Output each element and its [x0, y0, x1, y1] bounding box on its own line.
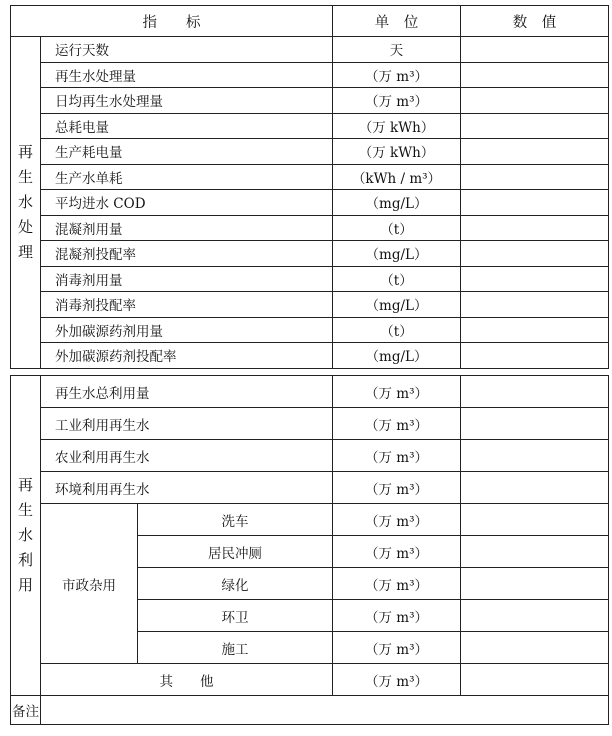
table-row: [11, 408, 609, 440]
value-cell[interactable]: [461, 440, 609, 472]
header-row: [11, 6, 609, 37]
unit-cell: （mg/L）: [333, 292, 461, 318]
unit-cell: （万 m³）: [333, 536, 461, 568]
header-indicator: 指 标: [11, 6, 333, 37]
value-cell[interactable]: [461, 37, 609, 63]
table-row: [11, 88, 609, 114]
section-label-treatment: 再 生 水 处 理: [11, 37, 41, 369]
unit-cell: （万 m³）: [333, 504, 461, 536]
value-cell[interactable]: [461, 113, 609, 139]
value-cell[interactable]: [461, 600, 609, 632]
unit-cell: （万 m³）: [333, 88, 461, 114]
municipal-label: 市政杂用: [41, 504, 138, 664]
table-row: [11, 376, 609, 408]
indicator-cell: 总耗电量: [41, 113, 333, 139]
value-cell[interactable]: [461, 472, 609, 504]
indicator-cell: 生产水单耗: [41, 164, 333, 190]
value-cell[interactable]: [461, 266, 609, 292]
indicator-cell: 环境利用再生水: [41, 472, 333, 504]
table-row: [11, 472, 609, 504]
indicator-cell: 日均再生水处理量: [41, 88, 333, 114]
remark-row: [11, 696, 609, 725]
table-row: [11, 62, 609, 88]
value-cell[interactable]: [461, 317, 609, 343]
unit-cell: 天: [333, 37, 461, 63]
table-row: [11, 190, 609, 216]
indicator-cell: 居民冲厕: [138, 536, 333, 568]
unit-cell: （t）: [333, 266, 461, 292]
table-row: [11, 292, 609, 318]
indicator-cell: 生产耗电量: [41, 139, 333, 165]
treatment-table: [10, 5, 609, 369]
unit-cell: （mg/L）: [333, 343, 461, 369]
header-unit: 单 位: [333, 6, 461, 37]
value-cell[interactable]: [461, 88, 609, 114]
indicator-cell: 外加碳源药剂用量: [41, 317, 333, 343]
table-row: [11, 139, 609, 165]
utilization-table: [10, 375, 609, 725]
unit-cell: （mg/L）: [333, 190, 461, 216]
unit-cell: （万 m³）: [333, 62, 461, 88]
indicator-cell: 外加碳源药剂投配率: [41, 343, 333, 369]
unit-cell: （万 m³）: [333, 600, 461, 632]
indicator-cell: 环卫: [138, 600, 333, 632]
indicator-cell: 施工: [138, 632, 333, 664]
indicator-cell: 混凝剂投配率: [41, 241, 333, 267]
unit-cell: （万 m³）: [333, 664, 461, 696]
table-row: [11, 317, 609, 343]
indicator-cell: 运行天数: [41, 37, 333, 63]
unit-cell: （t）: [333, 215, 461, 241]
table-row: [11, 343, 609, 369]
unit-cell: （kWh / m³）: [333, 164, 461, 190]
indicator-cell: 再生水总利用量: [41, 376, 333, 408]
table-row: [11, 504, 609, 536]
indicator-cell: 工业利用再生水: [41, 408, 333, 440]
section-label-utilization: 再 生 水 利 用: [11, 376, 41, 696]
value-cell[interactable]: [461, 664, 609, 696]
table-row: [11, 266, 609, 292]
indicator-cell: 洗车: [138, 504, 333, 536]
unit-cell: （万 m³）: [333, 408, 461, 440]
unit-cell: （万 m³）: [333, 472, 461, 504]
indicator-cell: 消毒剂用量: [41, 266, 333, 292]
unit-cell: （万 m³）: [333, 632, 461, 664]
header-value: 数 值: [461, 6, 609, 37]
unit-cell: （万 m³）: [333, 440, 461, 472]
table-row: [11, 37, 609, 63]
remark-field[interactable]: [41, 696, 609, 725]
value-cell[interactable]: [461, 376, 609, 408]
table-row: [11, 664, 609, 696]
table-row: [11, 164, 609, 190]
value-cell[interactable]: [461, 343, 609, 369]
value-cell[interactable]: [461, 164, 609, 190]
indicator-cell: 平均进水 COD: [41, 190, 333, 216]
table-row: [11, 440, 609, 472]
value-cell[interactable]: [461, 241, 609, 267]
unit-cell: （万 kWh）: [333, 139, 461, 165]
value-cell[interactable]: [461, 215, 609, 241]
table-row: [11, 215, 609, 241]
value-cell[interactable]: [461, 568, 609, 600]
indicator-cell: 绿化: [138, 568, 333, 600]
value-cell[interactable]: [461, 139, 609, 165]
unit-cell: （万 m³）: [333, 568, 461, 600]
indicator-cell: 混凝剂用量: [41, 215, 333, 241]
value-cell[interactable]: [461, 632, 609, 664]
value-cell[interactable]: [461, 62, 609, 88]
value-cell[interactable]: [461, 292, 609, 318]
unit-cell: （mg/L）: [333, 241, 461, 267]
indicator-cell-other: 其 他: [41, 664, 333, 696]
indicator-cell: 消毒剂投配率: [41, 292, 333, 318]
unit-cell: （万 m³）: [333, 376, 461, 408]
table-row: [11, 241, 609, 267]
indicator-cell: 再生水处理量: [41, 62, 333, 88]
value-cell[interactable]: [461, 190, 609, 216]
unit-cell: （t）: [333, 317, 461, 343]
value-cell[interactable]: [461, 536, 609, 568]
remark-label: 备注: [11, 696, 41, 725]
value-cell[interactable]: [461, 408, 609, 440]
table-row: [11, 113, 609, 139]
unit-cell: （万 kWh）: [333, 113, 461, 139]
value-cell[interactable]: [461, 504, 609, 536]
indicator-cell: 农业利用再生水: [41, 440, 333, 472]
